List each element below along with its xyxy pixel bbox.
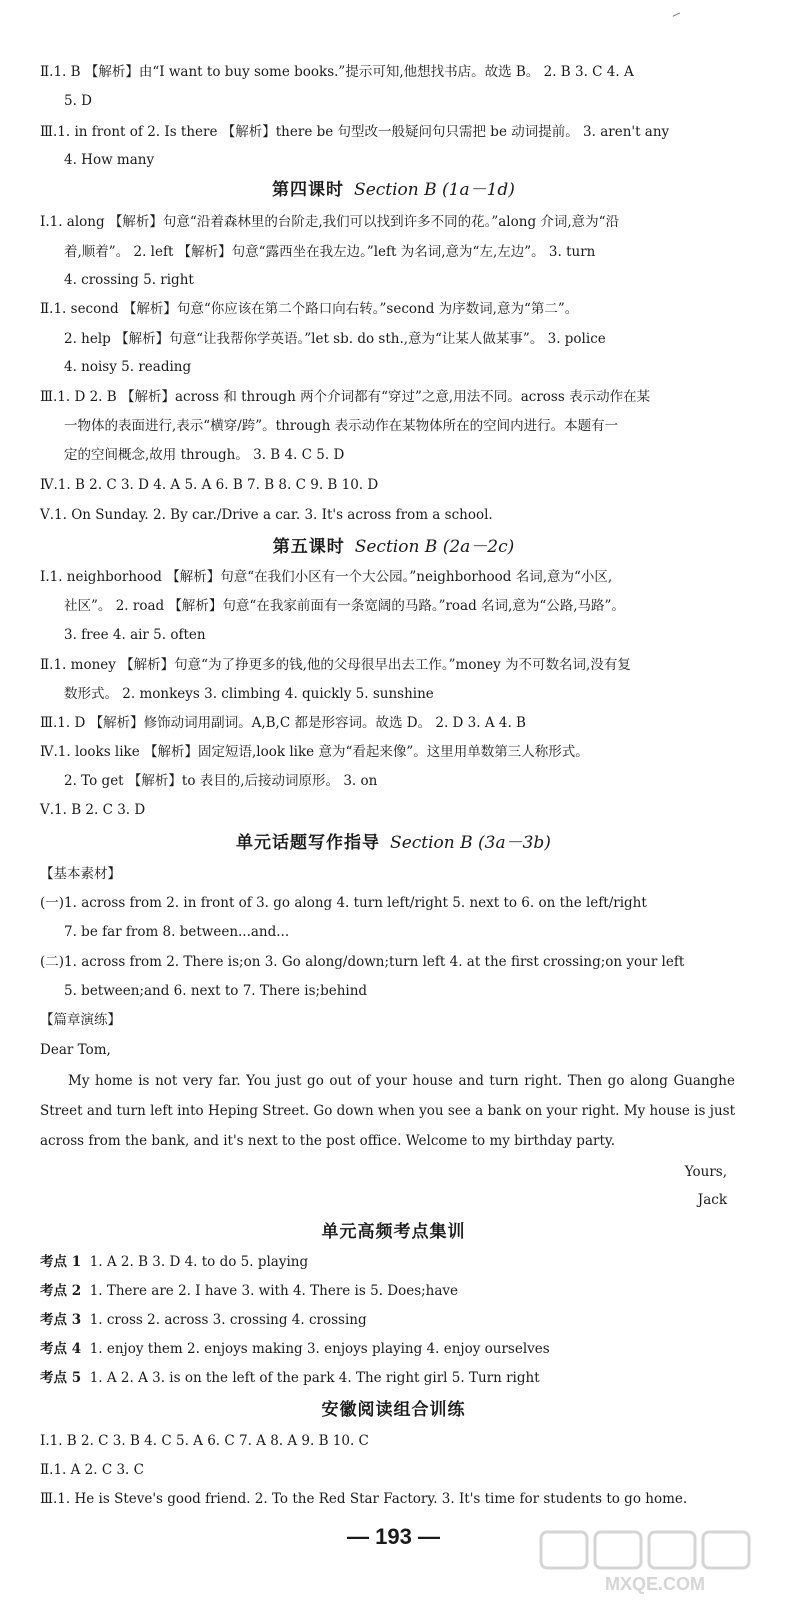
lesson-section: Section B (2a－2c) [354, 537, 515, 557]
answer-line: 2. help 【解析】句意“让我帮你学英语。”let sb. do sth.,意为“让某人做某事”。 3. police [64, 331, 606, 347]
answer-line: Ⅰ.1. B 2. C 3. B 4. C 5. A 6. C 7. A 8. A 9. B 10. C [40, 1433, 369, 1449]
answer-line: 着,顺着”。 2. left 【解析】句意“露西坐在我左边。”left 为名词,意为“左,左边”。 3. turn [64, 244, 596, 260]
kaodian-row [40, 1281, 735, 1301]
lesson-title: 第四课时 [272, 180, 345, 200]
lesson-heading [0, 1398, 787, 1422]
kaodian-answers: 1. A 2. B 3. D 4. to do 5. playing [89, 1254, 309, 1270]
answer-line: Ⅲ.1. D 【解析】修饰动词用副词。A,B,C 都是形容词。故选 D。 2. D 3. A 4. B [40, 715, 526, 731]
answer-line: Ⅱ.1. second 【解析】句意“你应该在第二个路口向右转。”second 为序数词,意为“第二”。 [40, 301, 579, 317]
answer-line: 一物体的表面进行,表示“横穿/跨”。through 表示动作在某物体所在的空间内进行。本题有一 [64, 418, 619, 434]
answer-line: Ⅱ.1. money 【解析】句意“为了挣更多的钱,他的父母很早出去工作。”money 为不可数名词,没有复 [40, 657, 631, 673]
lesson-heading [0, 831, 787, 855]
kaodian-answers: 1. A 2. A 3. is on the left of the park 4. The right girl 5. Turn right [89, 1370, 540, 1386]
letter-greeting: Dear Tom, [40, 1042, 111, 1058]
lesson-heading [0, 1220, 787, 1244]
answer-line: Ⅳ.1. B 2. C 3. D 4. A 5. A 6. B 7. B 8. C 9. B 10. D [40, 477, 379, 493]
lesson-heading [0, 178, 787, 202]
answer-line: 3. free 4. air 5. often [64, 627, 206, 643]
lesson-title: 单元高频考点集训 [321, 1222, 466, 1242]
answer-line: 定的空间概念,故用 through。 3. B 4. C 5. D [64, 447, 345, 463]
answer-line: 社区”。 2. road 【解析】句意“在我家前面有一条宽阔的马路。”road 名词,意为“公路,马路”。 [64, 598, 625, 614]
answer-line: Ⅰ.1. neighborhood 【解析】句意“在我们小区有一个大公园。”neighborhood 名词,意为“小区, [40, 569, 613, 585]
lesson-title: 单元话题写作指导 [236, 833, 381, 853]
answer-line: Ⅴ.1. On Sunday. 2. By car./Drive a car. 3. It's across from a school. [40, 507, 493, 523]
answer-line: Ⅱ.1. A 2. C 3. C [40, 1462, 144, 1478]
answer-line: (二)1. across from 2. There is;on 3. Go along/down;turn left 4. at the first crossing;on your left [40, 954, 685, 970]
answer-line: 5. between;and 6. next to 7. There is;behind [64, 983, 368, 999]
letter-body: My home is not very far. You just go out of your house and turn right. Then go along Guanghe Street and turn left into Heping Street. Go down when you see a bank on your right. My house is just across from the bank, and it's next to the post office. Welcome to my birthday party. [40, 1073, 735, 1149]
kaodian-row [40, 1310, 735, 1330]
section-label: 【基本素材】 [40, 866, 121, 882]
letter-closing: Yours, [684, 1164, 727, 1180]
kaodian-row [40, 1252, 735, 1272]
kaodian-label: 考点 5 [40, 1370, 82, 1386]
lesson-title: 安徽阅读组合训练 [321, 1400, 466, 1420]
answer-line: 2. To get 【解析】to 表目的,后接动词原形。 3. on [64, 773, 378, 789]
answer-line: 数形式。 2. monkeys 3. climbing 4. quickly 5. sunshine [64, 686, 434, 702]
answer-line: Ⅰ.1. along 【解析】句意“沿着森林里的台阶走,我们可以找到许多不同的花。”along 介词,意为“沿 [40, 214, 620, 230]
section-label: 【篇章演练】 [40, 1012, 121, 1028]
page-number: — 193 — [347, 1524, 440, 1549]
kaodian-label: 考点 2 [40, 1283, 82, 1299]
kaodian-row [40, 1339, 735, 1359]
kaodian-answers: 1. enjoy them 2. enjoys making 3. enjoys playing 4. enjoy ourselves [89, 1341, 550, 1357]
answer-line: Ⅲ.1. D 2. B 【解析】across 和 through 两个介词都有“穿过”之意,用法不同。across 表示动作在某 [40, 389, 651, 405]
answer-line: 7. be far from 8. between...and... [64, 924, 290, 940]
answer-line: Ⅲ.1. in front of 2. Is there 【解析】there be 句型改一般疑问句只需把 be 动词提前。 3. aren't any [40, 124, 670, 140]
answer-line: 4. noisy 5. reading [64, 359, 192, 375]
lesson-title: 第五课时 [272, 537, 345, 557]
kaodian-answers: 1. There are 2. I have 3. with 4. There is 5. Does;have [89, 1283, 459, 1299]
answer-line: Ⅲ.1. He is Steve's good friend. 2. To the Red Star Factory. 3. It's time for students to go home. [40, 1491, 688, 1507]
kaodian-answers: 1. cross 2. across 3. crossing 4. crossing [89, 1312, 367, 1328]
answer-line: 4. How many [64, 152, 155, 168]
answer-line: (一)1. across from 2. in front of 3. go along 4. turn left/right 5. next to 6. on the left/right [40, 895, 647, 911]
lesson-section: Section B (3a－3b) [390, 833, 551, 853]
corner-mark [673, 12, 682, 19]
answer-line: Ⅱ.1. B 【解析】由“I want to buy some books.”提示可知,他想找书店。故选 B。 2. B 3. C 4. A [40, 64, 634, 80]
kaodian-row [40, 1368, 735, 1388]
kaodian-label: 考点 1 [40, 1254, 82, 1270]
letter-signature: Jack [697, 1192, 727, 1208]
kaodian-label: 考点 4 [40, 1341, 82, 1357]
answer-line: 4. crossing 5. right [64, 272, 194, 288]
watermark-logo [535, 1530, 775, 1596]
watermark-text: MXQE.COM [604, 1574, 706, 1594]
answer-line: Ⅳ.1. looks like 【解析】固定短语,look like 意为“看起来像”。这里用单数第三人称形式。 [40, 744, 589, 760]
answer-line: Ⅴ.1. B 2. C 3. D [40, 802, 146, 818]
kaodian-label: 考点 3 [40, 1312, 82, 1328]
lesson-heading [0, 535, 787, 559]
lesson-section: Section B (1a－1d) [354, 180, 515, 200]
answer-line: 5. D [64, 93, 92, 109]
